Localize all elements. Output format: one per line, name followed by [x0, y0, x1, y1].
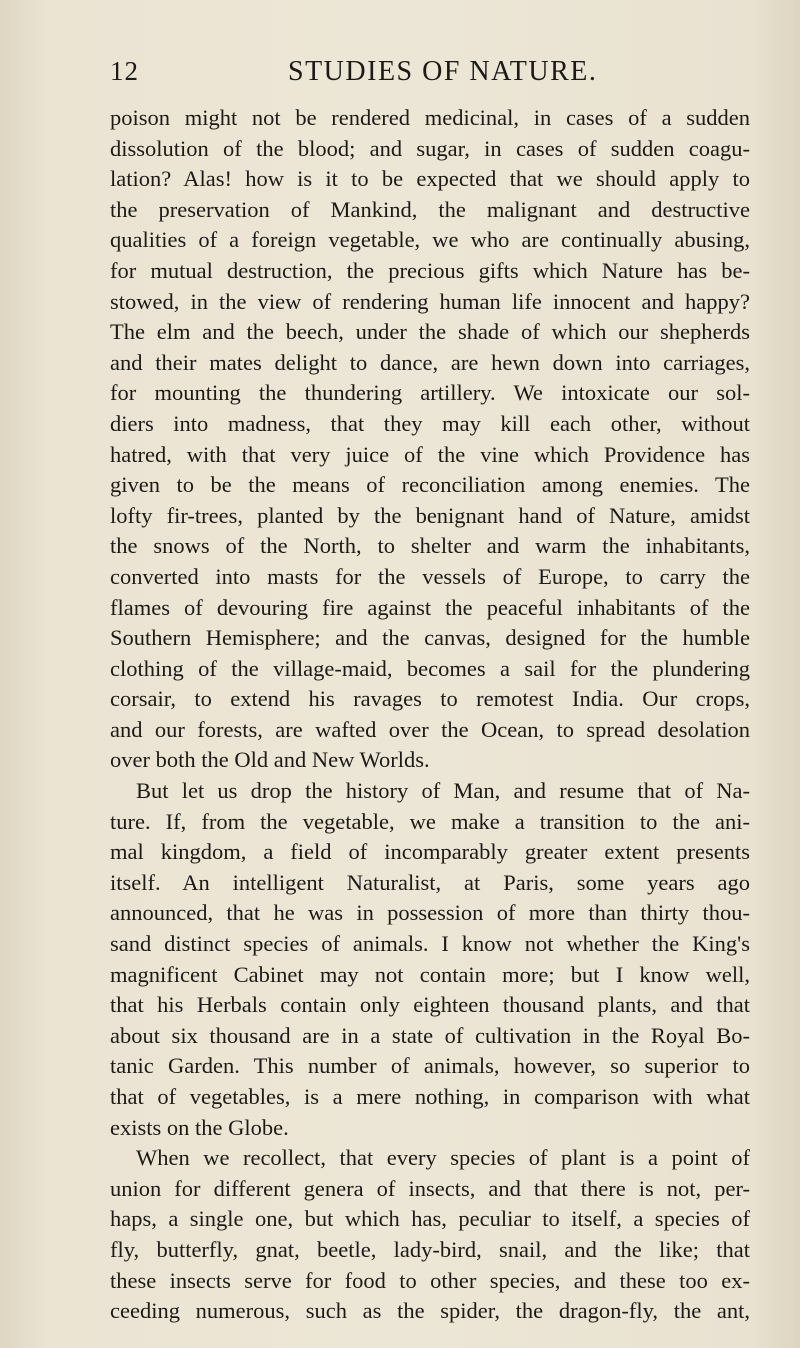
text-line: and our forests, are wafted over the Ocean, to spread desolation: [110, 716, 750, 742]
text-line: poison might not be rendered medicinal, in cases of a sudden: [110, 105, 750, 130]
text-line: for mutual destruction, the precious gifts which Nature has be-: [110, 257, 750, 283]
text-line: sand distinct species of animals. I know not whether the King's: [110, 931, 750, 957]
text-line: fly, butterfly, gnat, beetle, lady-bird, snail, and the like; that: [110, 1236, 750, 1262]
text-line: qualities of a foreign vegetable, we who are continually abusing,: [110, 227, 750, 253]
text-line: announced, that he was in possession of more than thirty thou-: [110, 900, 750, 926]
text-line: for mounting the thundering artillery. We intoxicate our sol-: [110, 380, 750, 406]
text-line: lation? Alas! how is it to be expected that we should apply to: [110, 166, 750, 192]
text-line: that his Herbals contain only eighteen thousand plants, and that: [110, 992, 750, 1018]
text-line: the snows of the North, to shelter and warm the inhabitants,: [110, 533, 750, 559]
text-line: exists on the Globe.: [110, 1114, 289, 1140]
page-header: [110, 56, 750, 96]
text-line: converted into masts for the vessels of Europe, to carry the: [110, 563, 750, 589]
text-line: itself. An intelligent Naturalist, at Paris, some years ago: [110, 869, 750, 895]
text-line: hatred, with that very juice of the vine which Providence has: [110, 441, 750, 467]
text-line: clothing of the village-maid, becomes a sail for the plundering: [110, 655, 750, 681]
text-line: magnificent Cabinet may not contain more; but I know well,: [110, 961, 750, 987]
text-line: and their mates delight to dance, are hewn down into carriages,: [110, 349, 750, 375]
text-line: haps, a single one, but which has, peculiar to itself, a species of: [110, 1206, 750, 1232]
body-text: [110, 103, 750, 1327]
text-line: these insects serve for food to other species, and these too ex-: [110, 1267, 750, 1293]
text-line: diers into madness, that they may kill each other, without: [110, 410, 750, 436]
text-line: stowed, in the view of rendering human life innocent and happy?: [110, 288, 750, 314]
text-line: ceeding numerous, such as the spider, the dragon-fly, the ant,: [110, 1298, 750, 1324]
text-line: tanic Garden. This number of animals, however, so superior to: [110, 1053, 750, 1079]
text-line: dissolution of the blood; and sugar, in cases of sudden coagu-: [110, 135, 750, 161]
text-line: When we recollect, that every species of plant is a point of: [136, 1145, 750, 1171]
text-line: lofty fir-trees, planted by the benignant hand of Nature, amidst: [110, 502, 750, 528]
running-head: STUDIES OF NATURE.: [288, 56, 598, 87]
text-line: The elm and the beech, under the shade of which our shepherds: [110, 319, 750, 345]
text-line: that of vegetables, is a mere nothing, in comparison with what: [110, 1084, 750, 1109]
page-number: 12: [110, 56, 139, 86]
text-line: union for different genera of insects, and that there is not, per-: [110, 1175, 750, 1201]
text-line: But let us drop the history of Man, and resume that of Na-: [136, 778, 750, 804]
text-line: over both the Old and New Worlds.: [110, 747, 430, 773]
text-line: mal kingdom, a field of incomparably greater extent presents: [110, 839, 750, 865]
text-line: the preservation of Mankind, the malignant and destructive: [110, 196, 750, 222]
text-line: flames of devouring fire against the peaceful inhabitants of the: [110, 594, 750, 620]
text-line: corsair, to extend his ravages to remotest India. Our crops,: [110, 686, 750, 712]
text-line: given to be the means of reconciliation among enemies. The: [110, 472, 750, 498]
text-line: Southern Hemisphere; and the canvas, designed for the humble: [110, 625, 750, 651]
text-line: ture. If, from the vegetable, we make a transition to the ani-: [110, 808, 750, 834]
text-line: about six thousand are in a state of cultivation in the Royal Bo-: [110, 1022, 750, 1048]
